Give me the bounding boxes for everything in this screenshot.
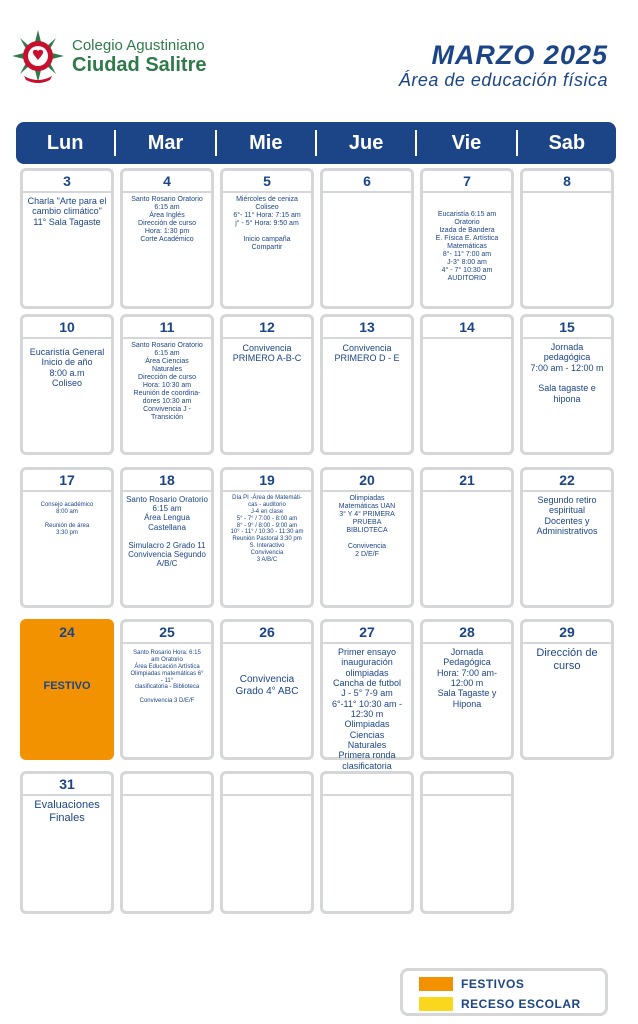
day-events: Convivencia Grado 4° ABC — [235, 674, 299, 697]
day-events — [523, 193, 611, 199]
day-number: 19 — [223, 470, 311, 492]
day-number: 25 — [123, 622, 211, 644]
day-number — [223, 774, 311, 796]
day-events: Dirección de curso — [536, 647, 598, 672]
day-events — [223, 796, 311, 802]
weekday-label: Sab — [516, 130, 616, 156]
day-events — [423, 492, 511, 498]
day-cell — [220, 168, 314, 309]
day-events: FESTIVO — [43, 680, 91, 692]
day-cell — [120, 771, 214, 914]
school-logo — [8, 26, 68, 86]
day-events — [123, 796, 211, 802]
day-number: 8 — [523, 171, 611, 193]
school-name-line2: Ciudad Salitre — [72, 54, 207, 76]
day-events: Jornada pedagógica 7:00 am - 12:00 m Sala tagaste e hipona — [530, 342, 604, 404]
day-number: 31 — [23, 774, 111, 796]
day-number: 26 — [223, 622, 311, 644]
legend-label: RECESO ESCOLAR — [461, 997, 581, 1011]
day-cell — [20, 168, 114, 309]
day-number: 12 — [223, 317, 311, 339]
day-events — [423, 339, 511, 345]
school-name — [72, 38, 206, 75]
weekday-label: Vie — [415, 130, 515, 156]
day-cell — [420, 467, 514, 608]
day-cell — [420, 168, 514, 309]
day-events: Santo Rosario Oratorio 6:15 am Área Lengua Castellana Simulacro 2 Grado 11 Convivencia Segundo A/B/C — [126, 495, 208, 569]
day-cell — [20, 314, 114, 455]
day-number: 5 — [223, 171, 311, 193]
day-cell — [120, 168, 214, 309]
school-name-line1: Colegio Agustiniano — [72, 37, 205, 54]
day-events: Santo Rosario Oratorio 6:15 am Área Ciencias Naturales Dirección de curso Hora: 10:30 am Reunión de coordina- dores 10:30 am Convivencia J - Transición — [131, 342, 203, 422]
day-cell — [220, 467, 314, 608]
day-number: 24 — [23, 622, 111, 644]
day-cell — [320, 467, 414, 608]
day-events: Eucaristía 6:15 am Oratorio Izada de Bandera E. Física E. Artística Matemáticas 8°- 11° 7:00 am J-3° 8:00 am 4° - 7° 10:30 am AUDITORIO — [435, 211, 499, 283]
day-cell — [520, 314, 614, 455]
day-number: 4 — [123, 171, 211, 193]
day-number: 3 — [23, 171, 111, 193]
day-cell — [320, 314, 414, 455]
day-number — [323, 774, 411, 796]
day-events: Convivencia PRIMERO A-B-C — [232, 343, 302, 364]
day-cell — [420, 314, 514, 455]
weekday-label: Mar — [114, 130, 214, 156]
day-events: Eucaristía General Inicio de año 8:00 a.m Coliseo — [29, 347, 105, 389]
day-number: 20 — [323, 470, 411, 492]
day-cell — [320, 619, 414, 771]
day-number: 17 — [23, 470, 111, 492]
day-cell — [320, 168, 414, 309]
day-events — [323, 796, 411, 802]
day-events: Evaluaciones Finales — [34, 799, 100, 824]
day-cell — [20, 467, 114, 608]
weekday-label: Lun — [46, 132, 84, 154]
legend-item-receso — [419, 997, 581, 1011]
day-number — [423, 774, 511, 796]
day-cell — [220, 771, 314, 914]
day-number: 7 — [423, 171, 511, 193]
day-number: 21 — [423, 470, 511, 492]
page-title — [399, 42, 608, 91]
day-number: 28 — [423, 622, 511, 644]
area-subtitle: Área de educación física — [398, 70, 608, 90]
day-events: Día PI -Área de Matemáti- cas - auditorio J-4 en clase 5° - 7° / 7:00 - 8:00 am 8° - 9° / 8:00 - 9:00 am 10° - 11° / 10:30 - 11:30 am Reunión Pastoral 3:30 pm S. Interactivo Convivencia 3 A/B/C — [230, 495, 304, 564]
day-events: Convivencia PRIMERO D - E — [334, 343, 400, 364]
day-number: 27 — [323, 622, 411, 644]
weekday-label: Jue — [315, 130, 415, 156]
day-cell — [520, 467, 614, 608]
day-events: Jornada Pedagógica Hora: 7:00 am- 12:00 m Sala Tagaste y Hipona — [436, 647, 498, 709]
day-events: Olimpiadas Matemáticas UAN 3° Y 4° PRIMERA PRUEBA BIBLIOTECA Convivencia 2 D/E/F — [338, 495, 396, 559]
day-number: 11 — [123, 317, 211, 339]
day-cell — [220, 314, 314, 455]
legend-swatch-festivos — [419, 977, 453, 991]
month-title: MARZO 2025 — [431, 40, 608, 70]
day-events — [423, 796, 511, 802]
day-cell — [420, 619, 514, 760]
day-number: 29 — [523, 622, 611, 644]
day-events: Santo Rosario Hora: 6:15 am Oratorio Área Educación Artística Olimpiadas matemáticas 6° - 11° clasificatoria - Biblioteca Convivencia 3 D/E/F — [130, 650, 204, 705]
legend-item-festivos — [419, 977, 524, 991]
day-events: Segundo retiro espiritual Docentes y Administrativos — [536, 495, 598, 537]
day-cell — [220, 619, 314, 760]
day-number: 18 — [123, 470, 211, 492]
day-cell — [120, 619, 214, 760]
day-events: Primer ensayo inauguración olimpiadas Cancha de futbol J - 5° 7-9 am 6°-11° 10:30 am - 12:30 m Olimpiadas Ciencias Naturales Primera ronda clasificatoria — [331, 647, 403, 771]
day-cell — [520, 168, 614, 309]
day-events: Santo Rosario Oratorio 6:15 am Área Inglés Dirección de curso Hora: 1:30 pm Corte Académico — [131, 196, 203, 244]
day-number: 14 — [423, 317, 511, 339]
day-cell — [20, 771, 114, 914]
day-number: 13 — [323, 317, 411, 339]
day-number: 15 — [523, 317, 611, 339]
day-events: Charla "Arte para el cambio climático" 11° Sala Tagaste — [27, 196, 107, 227]
day-cell — [420, 771, 514, 914]
day-cell — [120, 314, 214, 455]
day-cell-festivo — [20, 619, 114, 760]
day-cell — [120, 467, 214, 608]
day-cell — [520, 619, 614, 760]
day-number: 10 — [23, 317, 111, 339]
day-events — [323, 193, 411, 199]
day-number: 6 — [323, 171, 411, 193]
legend-label: FESTIVOS — [461, 977, 525, 991]
legend-swatch-receso — [419, 997, 453, 1011]
weekday-label: Mie — [215, 130, 315, 156]
day-events: Miércoles de ceniza Coliseo 6°- 11° Hora: 7:15 am j° - 5° Hora: 9:50 am Inicio campaña Compartir — [233, 196, 301, 252]
legend — [400, 968, 608, 1016]
day-number: 22 — [523, 470, 611, 492]
day-cell — [320, 771, 414, 914]
day-events: Consejo académico 8:00 am Reunión de área 3:30 pm — [40, 502, 94, 536]
day-number — [123, 774, 211, 796]
weekday-header — [16, 122, 616, 164]
